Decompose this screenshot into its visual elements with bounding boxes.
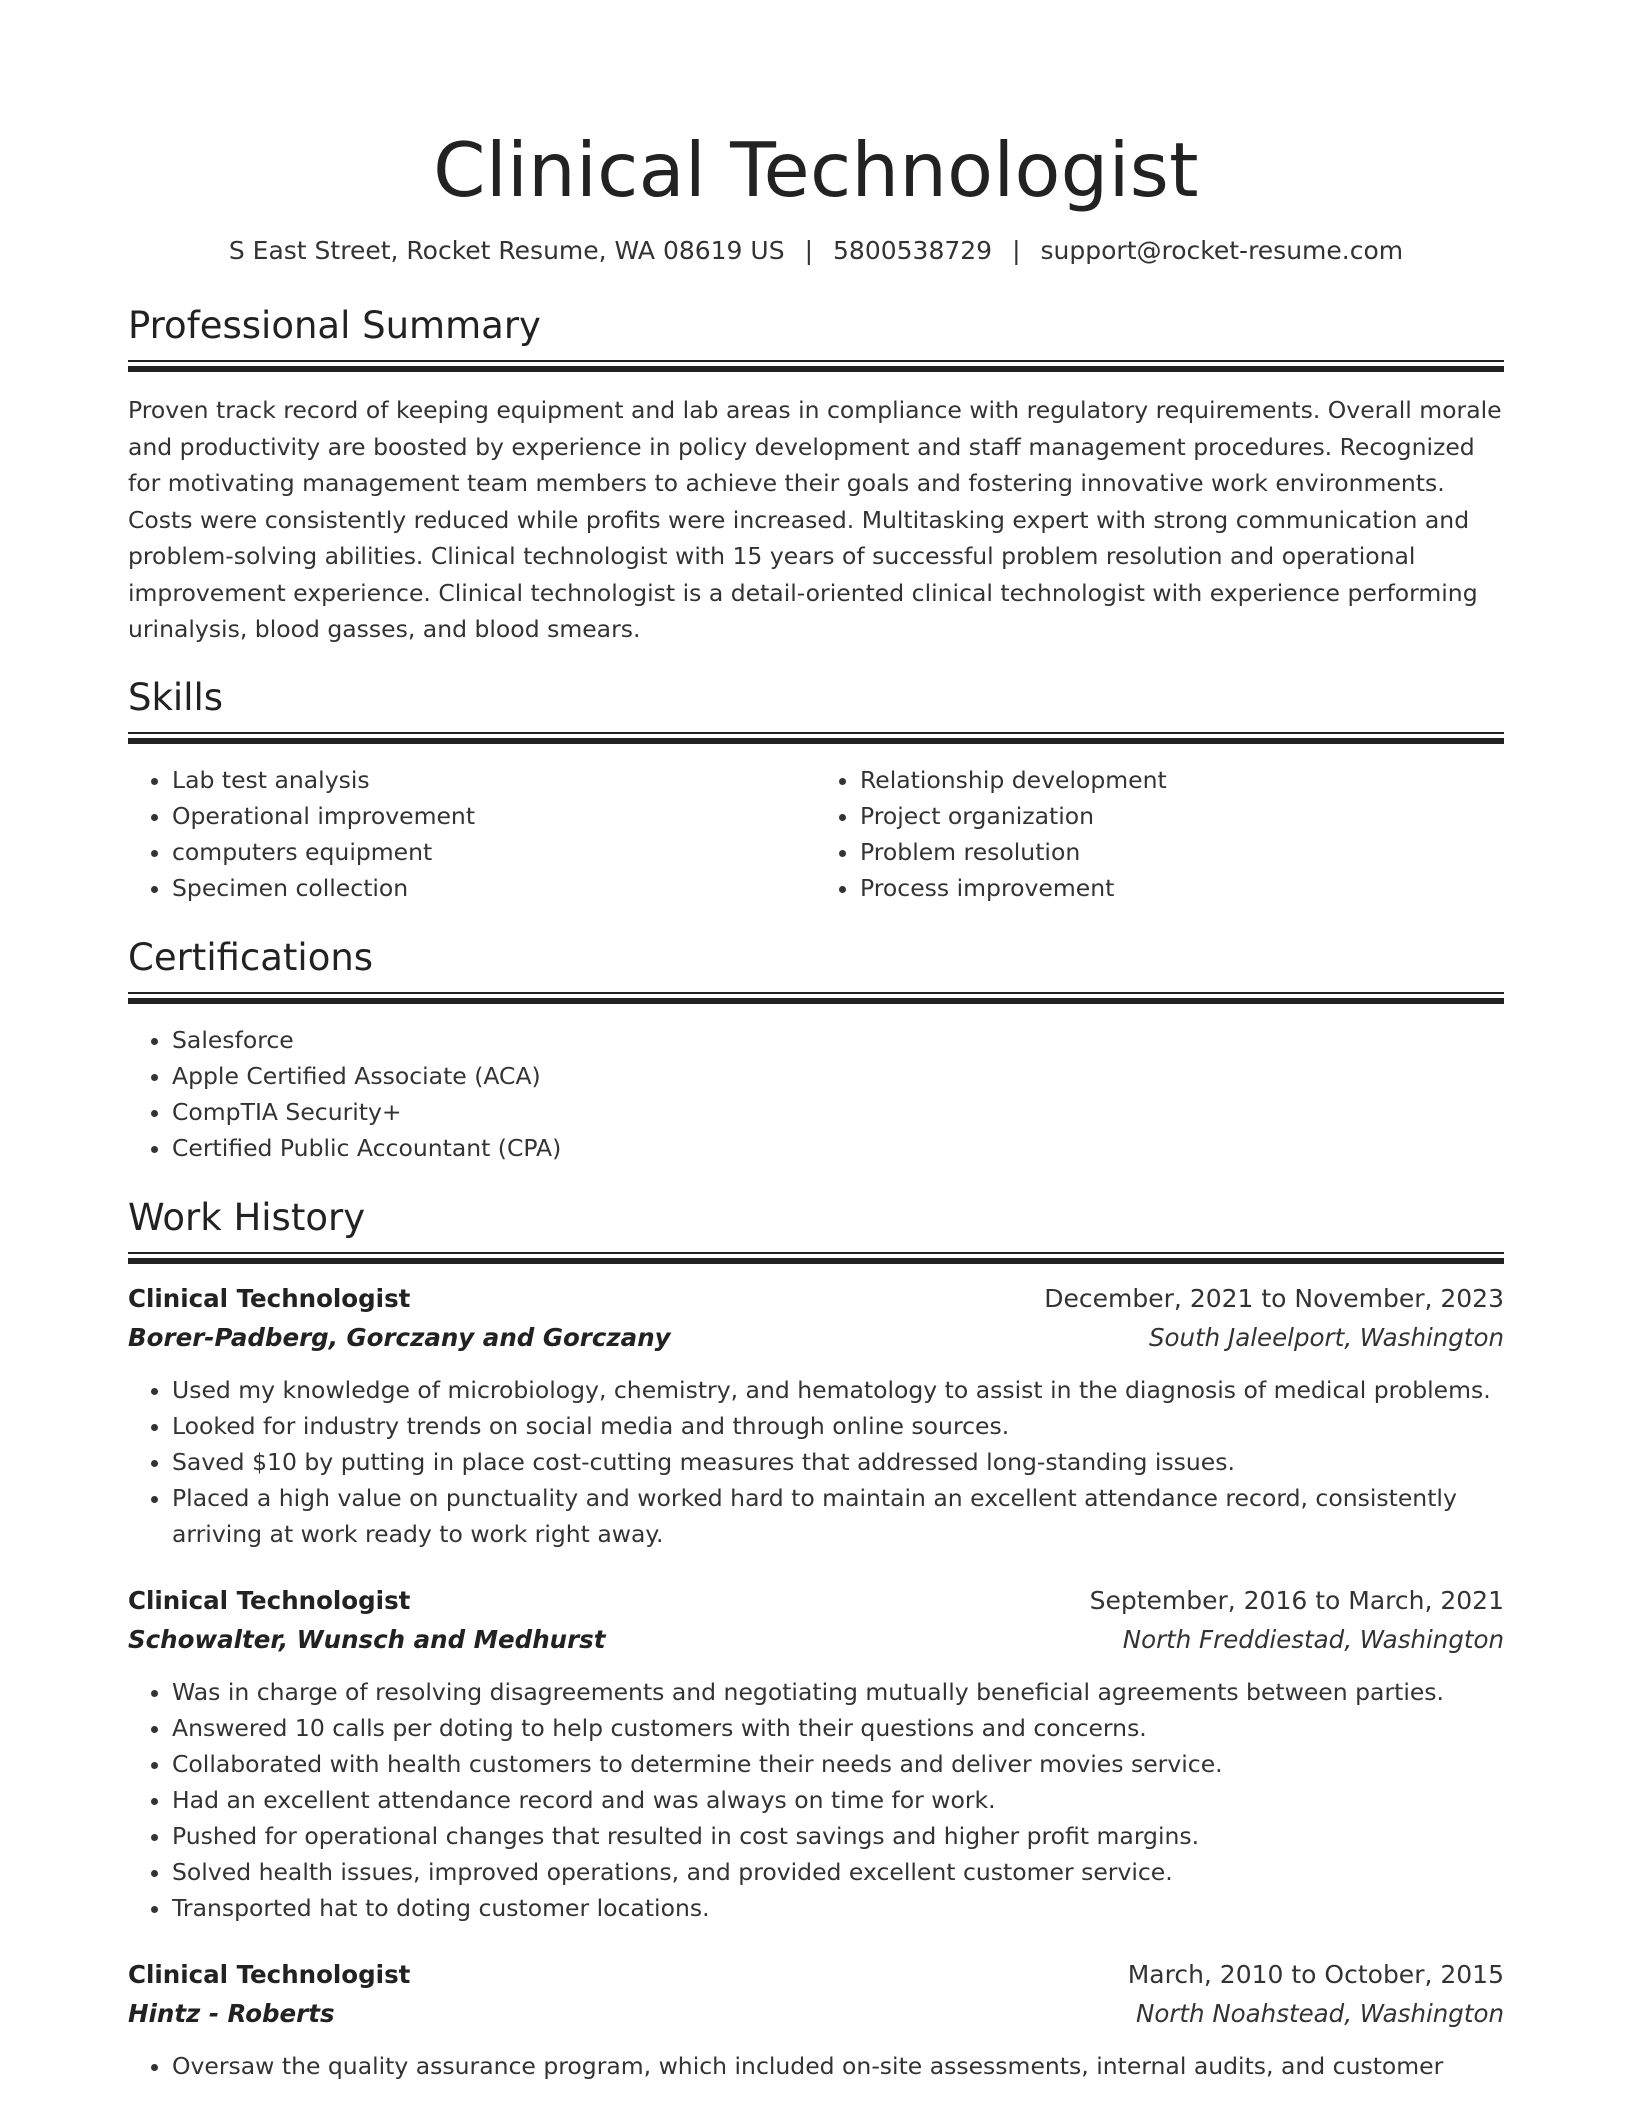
skill-item: • Specimen collection bbox=[172, 870, 816, 906]
contact-separator: | bbox=[804, 236, 814, 265]
certifications-list bbox=[128, 1022, 1504, 1166]
job-bullet: • Was in charge of resolving disagreements and negotiating mutually beneficial agreements between parties. bbox=[172, 1674, 1504, 1710]
skill-item: • Lab test analysis bbox=[172, 762, 816, 798]
job-header bbox=[128, 1582, 1504, 1620]
job-title: Clinical Technologist bbox=[128, 1283, 411, 1313]
skill-item: • Problem resolution bbox=[860, 834, 1504, 870]
skill-item: • Project organization bbox=[860, 798, 1504, 834]
job-entry bbox=[128, 1280, 1504, 1552]
contact-address: S East Street, Rocket Resume, WA 08619 US bbox=[228, 236, 785, 265]
job-bullet: • Oversaw the quality assurance program, which included on-site assessments, internal audits, and customer bbox=[172, 2048, 1504, 2084]
section-title-skills: Skills bbox=[128, 675, 224, 719]
job-bullet: • Placed a high value on punctuality and worked hard to maintain an excellent attendance record, consistently arriving at work ready to work right away. bbox=[172, 1480, 1504, 1552]
section-title-certifications: Certifications bbox=[128, 935, 374, 979]
job-title: Clinical Technologist bbox=[128, 1959, 411, 1989]
job-bullet: • Had an excellent attendance record and was always on time for work. bbox=[172, 1782, 1504, 1818]
skill-item: • Relationship development bbox=[860, 762, 1504, 798]
certification-item: • Salesforce bbox=[172, 1022, 1504, 1058]
skills-list-right bbox=[816, 762, 1504, 906]
job-subheader bbox=[128, 1994, 1504, 2034]
skill-item: • computers equipment bbox=[172, 834, 816, 870]
contact-phone: 5800538729 bbox=[833, 236, 993, 265]
job-bullet: • Answered 10 calls per doting to help customers with their questions and concerns. bbox=[172, 1710, 1504, 1746]
job-location: North Freddiestad, Washington bbox=[1122, 1624, 1504, 1654]
certifications-section bbox=[128, 934, 1504, 1166]
job-dates: December, 2021 to November, 2023 bbox=[1044, 1283, 1504, 1313]
contact-line bbox=[128, 234, 1504, 268]
section-divider bbox=[128, 1252, 1504, 1266]
job-entry bbox=[128, 1582, 1504, 1926]
job-company: Hintz - Roberts bbox=[128, 1998, 335, 2028]
summary-text: Proven track record of keeping equipment and lab areas in compliance with regulatory requirements. Overall morale and productivity are boosted by experience in policy development and staff management procedures. Recognized for motivating management team members to achieve their goals and fostering innovative work environments. Costs were consistently reduced while profits were increased. Multitasking expert with strong communication and problem-solving abilities. Clinical technologist with 15 years of successful problem resolution and operational improvement experience. Clinical technologist is a detail-oriented clinical technologist with experience performing urinalysis, blood gasses, and blood smears. bbox=[128, 396, 1502, 643]
job-title: Clinical Technologist bbox=[128, 1585, 411, 1615]
job-entry bbox=[128, 1956, 1504, 2084]
job-dates: March, 2010 to October, 2015 bbox=[1127, 1959, 1504, 1989]
job-bullets bbox=[128, 1674, 1504, 1926]
skills-section bbox=[128, 674, 1504, 906]
skills-grid bbox=[128, 762, 1504, 906]
section-divider bbox=[128, 992, 1504, 1006]
job-header bbox=[128, 1956, 1504, 1994]
job-bullets bbox=[128, 2048, 1504, 2084]
work-history-section bbox=[128, 1194, 1504, 2084]
job-company: Schowalter, Wunsch and Medhurst bbox=[128, 1624, 606, 1654]
certification-item: • Apple Certified Associate (ACA) bbox=[172, 1058, 1504, 1094]
section-divider bbox=[128, 360, 1504, 374]
certification-item: • CompTIA Security+ bbox=[172, 1094, 1504, 1130]
job-bullet: • Pushed for operational changes that resulted in cost savings and higher profit margins. bbox=[172, 1818, 1504, 1854]
job-bullet: • Looked for industry trends on social media and through online sources. bbox=[172, 1408, 1504, 1444]
section-title-summary: Professional Summary bbox=[128, 304, 541, 347]
job-location: North Noahstead, Washington bbox=[1136, 1998, 1504, 2028]
job-bullet: • Solved health issues, improved operations, and provided excellent customer service. bbox=[172, 1854, 1504, 1890]
job-bullet: • Transported hat to doting customer locations. bbox=[172, 1890, 1504, 1926]
summary-section bbox=[128, 302, 1504, 648]
contact-email: support@rocket-resume.com bbox=[1040, 236, 1404, 265]
certification-item: • Certified Public Accountant (CPA) bbox=[172, 1130, 1504, 1166]
skills-list-left bbox=[128, 762, 816, 906]
job-location: South Jaleelport, Washington bbox=[1149, 1322, 1504, 1352]
resume-name: Clinical Technologist bbox=[433, 126, 1199, 214]
job-dates: September, 2016 to March, 2021 bbox=[1089, 1585, 1504, 1615]
job-header bbox=[128, 1280, 1504, 1318]
contact-separator: | bbox=[1012, 236, 1021, 265]
job-bullet: • Used my knowledge of microbiology, chemistry, and hematology to assist in the diagnosis of medical problems. bbox=[172, 1372, 1504, 1408]
section-divider bbox=[128, 732, 1504, 746]
job-bullet: • Collaborated with health customers to determine their needs and deliver movies service. bbox=[172, 1746, 1504, 1782]
section-title-work-history: Work History bbox=[128, 1195, 366, 1239]
job-subheader bbox=[128, 1318, 1504, 1358]
skill-item: • Process improvement bbox=[860, 870, 1504, 906]
job-bullets bbox=[128, 1372, 1504, 1552]
skill-item: • Operational improvement bbox=[172, 798, 816, 834]
job-bullet: • Saved $10 by putting in place cost-cutting measures that addressed long-standing issues. bbox=[172, 1444, 1504, 1480]
job-subheader bbox=[128, 1620, 1504, 1660]
resume-page bbox=[128, 0, 1504, 2084]
job-company: Borer-Padberg, Gorczany and Gorczany bbox=[128, 1322, 671, 1352]
